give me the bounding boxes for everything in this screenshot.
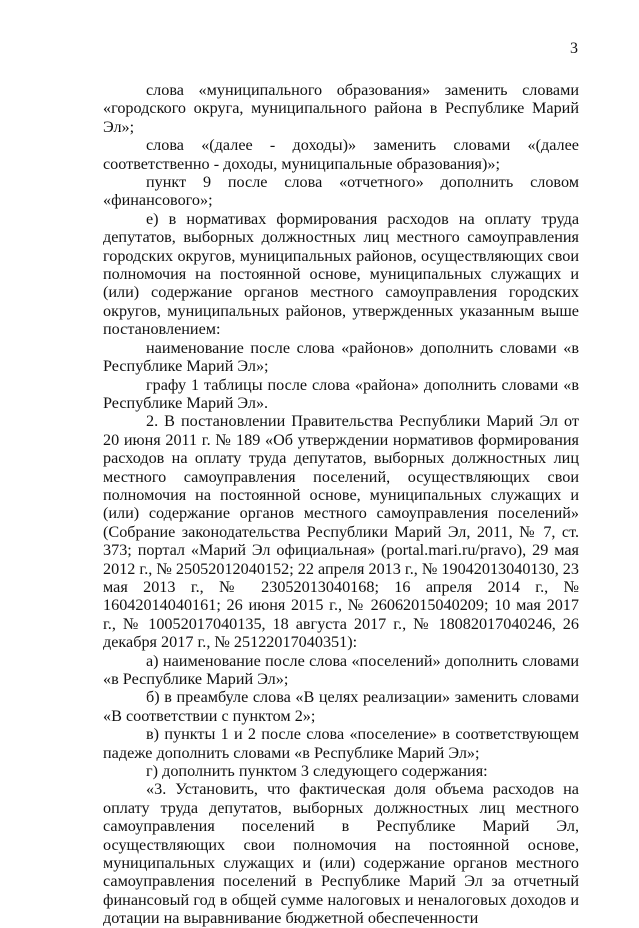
paragraph: в) пункты 1 и 2 после слова «поселение» в соответствующем падеже дополнить словами «в Республике Марий Эл»; — [103, 725, 579, 762]
paragraph: е) в нормативах формирования расходов на оплату труда депутатов, выборных должностных лиц местного самоуправления городских округов, муниципальных районов, осуществляющих свои полномочия на постоянной основе, муниципальных служащих и (или) содержание органов местного самоуправления городских округов, муниципальных районов, утвержденных указанным выше постановлением: — [103, 209, 579, 339]
paragraph: слова «муниципального образования» заменить словами «городского округа, муниципального района в Республике Марий Эл»; — [103, 81, 579, 136]
paragraph: б) в преамбуле слова «В целях реализации» заменить словами «В соответствии с пунктом 2»; — [103, 688, 579, 725]
paragraph: наименование после слова «районов» дополнить словами «в Республике Марий Эл»; — [103, 338, 579, 376]
paragraph: «3. Установить, что фактическая доля объема расходов на оплату труда депутатов, выборных должностных лиц местного самоуправления поселений в Республике Марий Эл, осуществляющих свои полномочия на постоянной основе, муниципальных служащих и (или) содержание органов местного самоуправления поселений в Республике Марий Эл за отчетный финансовый год в общей сумме налоговых и неналоговых доходов и дотации на выравнивание бюджетной обеспеченности — [103, 780, 579, 928]
paragraph: графу 1 таблицы после слова «района» дополнить словами «в Республике Марий Эл». — [103, 375, 579, 412]
paragraph: г) дополнить пунктом 3 следующего содержания: — [146, 762, 488, 781]
document-body — [103, 81, 579, 928]
paragraph: а) наименование после слова «поселений» дополнить словами «в Республике Марий Эл»; — [103, 651, 579, 688]
paragraph: пункт 9 после слова «отчетного» дополнить словом «финансового»; — [103, 173, 579, 210]
paragraph: 2. В постановлении Правительства Республики Марий Эл от 20 июня 2011 г. № 189 «Об утверждении нормативов формирования расходов на оплату труда депутатов, выборных должностных лиц местного самоуправления поселений, осуществляющих свои полномочия на постоянной основе, муниципальных служащих и (или) содержание органов местного самоуправления поселений» (Собрание законодательства Республики Марий Эл, 2011, № 7, ст. 373; портал «Марий Эл официальная» (portal.mari.ru/pravo), 29 мая 2012 г., № 25052012040152; 22 апреля 2013 г., № 19042013040130, 23 мая 2013 г., № 23052013040168; 16 апреля 2014 г., № 16042014040161; 26 июня 2015 г., № 26062015040209; 10 мая 2017 г., № 10052017040135, 18 августа 2017 г., № 18082017040246, 26 декабря 2017 г., № 25122017040351): — [103, 412, 579, 652]
page-number: 3 — [570, 40, 578, 57]
paragraph: слова «(далее - доходы)» заменить словами «(далее соответственно - доходы, муниципальные образования)»; — [103, 136, 579, 173]
